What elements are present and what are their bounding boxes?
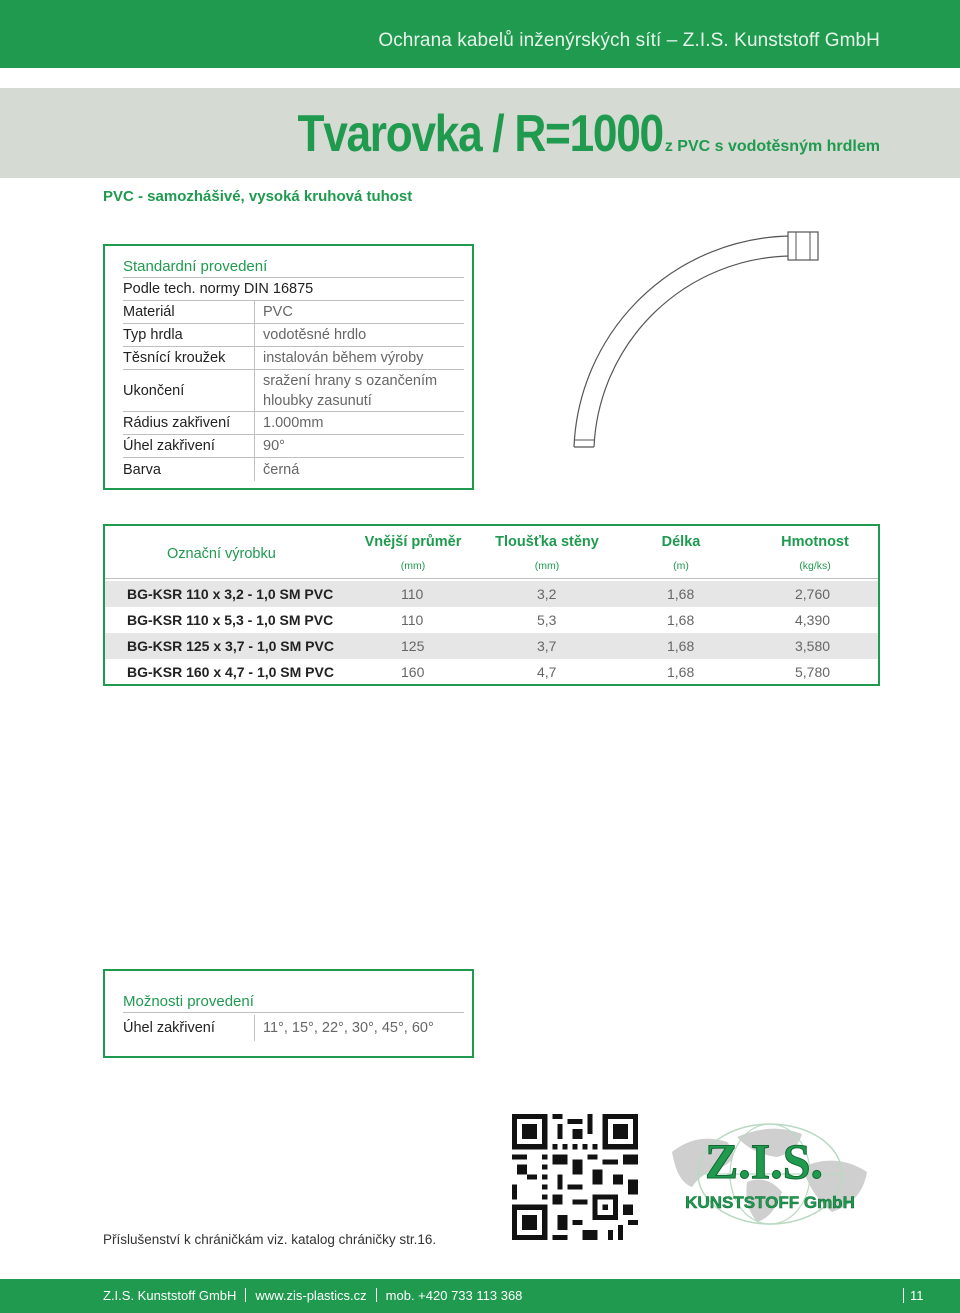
spec-value: PVC [263, 304, 293, 320]
cell-length: 1,68 [667, 612, 695, 628]
spec-key: Typ hrdla [123, 324, 255, 346]
spec-norm: Podle tech. normy DIN 16875 [123, 281, 314, 297]
cell-length: 1,68 [667, 664, 695, 680]
cell-wall: 3,7 [537, 638, 557, 654]
col-wall-thickness: Tloušťka stěny [495, 534, 599, 550]
spec-norm-row [123, 278, 464, 301]
spec-key: Materiál [123, 301, 255, 323]
logo-sub-text: KUNSTSTOFF GmbH [685, 1193, 855, 1212]
cell-weight: 5,780 [795, 664, 831, 680]
col-weight-unit: (kg/ks) [799, 560, 831, 572]
spec-value: černá [263, 461, 300, 478]
title-main: Tvarovka / R=1000 [297, 105, 663, 163]
spec-row [123, 324, 464, 347]
cell-od: 160 [401, 664, 425, 680]
page-title [233, 104, 880, 164]
options-value: 11°, 15°, 22°, 30°, 45°, 60° [263, 1020, 434, 1036]
col-length: Délka [661, 534, 701, 550]
spec-key: Barva [123, 458, 255, 481]
spec-value: vodotěsné hrdlo [263, 327, 367, 343]
pipe-bend-drawing [560, 222, 870, 482]
table-row [105, 581, 878, 607]
footer-website-link[interactable]: www.zis-plastics.cz [255, 1288, 367, 1303]
col-weight: Hmotnost [781, 534, 849, 550]
cell-weight: 3,580 [795, 638, 831, 654]
spec-key: Ukončení [123, 370, 255, 411]
col-outer-diameter: Vnější průměr [364, 534, 462, 550]
spec-key: Těsnící kroužek [123, 347, 255, 369]
options-key: Úhel zakřivení [123, 1015, 255, 1041]
col-length-unit: (m) [673, 560, 689, 572]
table-row [105, 607, 878, 633]
options-row [123, 1015, 464, 1041]
cell-wall: 5,3 [537, 612, 557, 628]
zis-logo [652, 1112, 882, 1237]
cell-code: BG-KSR 110 x 3,2 - 1,0 SM PVC [127, 586, 334, 602]
footer-phone[interactable]: mob. +420 733 113 368 [385, 1288, 523, 1303]
footer-divider [245, 1288, 246, 1302]
accessories-note: Příslušenství k chráničkám viz. katalog chráničky str.16. [103, 1232, 437, 1247]
col-outer-diameter-unit: (mm) [400, 560, 426, 572]
table-header [105, 526, 878, 580]
options-heading: Možnosti provedení [123, 991, 464, 1013]
spec-key: Rádius zakřivení [123, 412, 255, 434]
product-table [103, 524, 880, 686]
spec-row [123, 347, 464, 370]
table-row [105, 659, 878, 685]
spec-value: 90° [263, 438, 285, 454]
spec-key: Úhel zakřivení [123, 435, 255, 457]
spec-row [123, 370, 464, 412]
top-bar-text: Ochrana kabelů inženýrských sítí – Z.I.S. Kunststoff GmbH [378, 30, 880, 51]
spec-row [123, 435, 464, 458]
page-number: 11 [903, 1288, 924, 1303]
cell-wall: 4,7 [537, 664, 557, 680]
table-row [105, 633, 878, 659]
cell-od: 110 [401, 612, 424, 628]
qr-code[interactable] [512, 1114, 638, 1240]
spec-row [123, 301, 464, 324]
cell-wall: 3,2 [537, 586, 557, 602]
spec-heading: Standardní provedení [123, 256, 464, 278]
cell-weight: 4,390 [795, 612, 831, 628]
cell-code: BG-KSR 110 x 5,3 - 1,0 SM PVC [127, 612, 334, 628]
col-designation: Označní výrobku [167, 546, 276, 562]
col-wall-thickness-unit: (mm) [534, 560, 560, 572]
cell-code: BG-KSR 125 x 3,7 - 1,0 SM PVC [127, 638, 334, 654]
spec-value: sražení hrany s ozančením hloubky zasunutí [263, 372, 438, 409]
cell-weight: 2,760 [795, 586, 831, 602]
footer-info [103, 1288, 522, 1303]
footer-company: Z.I.S. Kunststoff GmbH [103, 1288, 237, 1303]
cell-length: 1,68 [667, 638, 695, 654]
cell-length: 1,68 [667, 586, 695, 602]
footer-divider [376, 1288, 377, 1302]
cell-od: 110 [401, 586, 424, 602]
title-suffix: z PVC s vodotěsným hrdlem [664, 138, 880, 155]
standard-spec-box [103, 244, 474, 490]
cell-code: BG-KSR 160 x 4,7 - 1,0 SM PVC [127, 664, 334, 680]
spec-value: instalován během výroby [263, 350, 424, 366]
logo-main-text: Z.I.S. [704, 1133, 824, 1189]
options-box [103, 969, 474, 1058]
table-divider [105, 578, 878, 579]
spec-value: 1.000mm [263, 415, 324, 431]
cell-od: 125 [401, 638, 425, 654]
subtitle: PVC - samozhášivé, vysoká kruhová tuhost [103, 188, 413, 205]
spec-row [123, 458, 464, 481]
spec-row [123, 412, 464, 435]
